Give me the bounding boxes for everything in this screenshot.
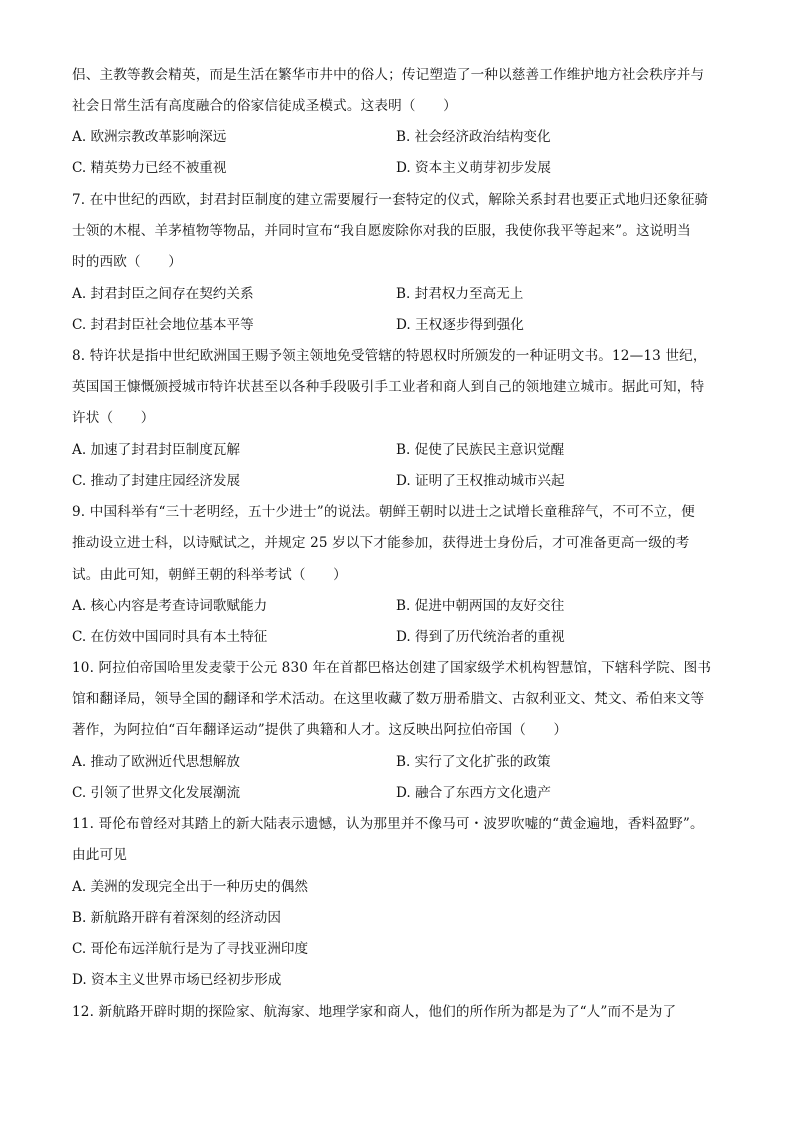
question-12-stem-line: 12. 新航路开辟时期的探险家、航海家、地理学家和商人，他们的所作所为都是为了“人”而不是为了 xyxy=(72,1004,677,1020)
question-9-stem-line: 推动设立进士科，以诗赋试之，并规定 25 岁以下才能参加，获得进士身份后，才可准备更高一级的考 xyxy=(72,535,690,551)
question-6-stem-line: 社会日常生活有高度融合的俗家信徒成圣模式。这表明（ ） xyxy=(72,98,457,114)
option-a: A. 推动了欧洲近代思想解放 xyxy=(72,754,240,770)
option-b: B. 社会经济政治结构变化 xyxy=(396,129,551,145)
option-d: D. 资本主义世界市场已经初步形成 xyxy=(72,972,282,988)
option-d: D. 资本主义萌芽初步发展 xyxy=(396,160,551,176)
question-8-stem-line: 8. 特许状是指中世纪欧洲国王赐予领主领地免受管辖的特恩权时所颁发的一种证明文书。12—13 世纪， xyxy=(72,348,707,364)
question-7-stem-line: 士领的木棍、羊茅植物等物品，并同时宣布“我自愿废除你对我的臣服，我使你我平等起来”。这说明当 xyxy=(72,223,691,239)
option-d: D. 证明了王权推动城市兴起 xyxy=(396,473,565,489)
option-a: A. 核心内容是考查诗词歌赋能力 xyxy=(72,598,268,614)
option-d: D. 得到了历代统治者的重视 xyxy=(396,629,565,645)
option-c: C. 在仿效中国同时具有本土特征 xyxy=(72,629,268,645)
question-7-stem-line: 7. 在中世纪的西欧，封君封臣制度的建立需要履行一套特定的仪式，解除关系封君也要正式地归还象征骑 xyxy=(72,192,709,208)
option-b: B. 封君权力至高无上 xyxy=(396,286,524,302)
option-a: A. 加速了封君封臣制度瓦解 xyxy=(72,442,240,458)
option-b: B. 实行了文化扩张的政策 xyxy=(396,754,551,770)
option-d: D. 融合了东西方文化遗产 xyxy=(396,785,551,801)
option-c: C. 推动了封建庄园经济发展 xyxy=(72,473,241,489)
question-8-stem-line: 许状（ ） xyxy=(72,410,155,426)
question-9-stem-line: 9. 中国科举有“三十老明经，五十少进士”的说法。朝鲜王朝时以进士之试增长童稚辞气，不可不立，便 xyxy=(72,504,695,520)
option-c: C. 引领了世界文化发展潮流 xyxy=(72,785,241,801)
question-9-stem-line: 试。由此可知，朝鲜王朝的科举考试（ ） xyxy=(72,567,347,583)
question-10-stem-line: 著作，为阿拉伯“百年翻译运动”提供了典籍和人才。这反映出阿拉伯帝国（ ） xyxy=(72,722,568,738)
question-8-stem-line: 英国国王慷慨颁授城市特许状甚至以各种手段吸引手工业者和商人到自己的领地建立城市。据此可知，特 xyxy=(72,379,705,395)
question-11-stem-line: 由此可见 xyxy=(72,847,127,863)
option-c: C. 封君封臣社会地位基本平等 xyxy=(72,317,254,333)
option-c: C. 精英势力已经不被重视 xyxy=(72,160,227,176)
option-b: B. 促进中朝两国的友好交往 xyxy=(396,598,565,614)
question-7-stem-line: 时的西欧（ ） xyxy=(72,254,182,270)
option-d: D. 王权逐步得到强化 xyxy=(396,317,524,333)
option-a: A. 封君封臣之间存在契约关系 xyxy=(72,286,254,302)
question-10-stem-line: 10. 阿拉伯帝国哈里发麦蒙于公元 830 年在首都巴格达创建了国家级学术机构智慧馆，下辖科学院、图书 xyxy=(72,660,712,676)
option-a: A. 美洲的发现完全出于一种历史的偶然 xyxy=(72,879,308,895)
option-b: B. 新航路开辟有着深刻的经济动因 xyxy=(72,910,281,926)
question-6-stem-line: 侣、主教等教会精英，而是生活在繁华市井中的俗人；传记塑造了一种以慈善工作维护地方社会秩序并与 xyxy=(72,67,705,83)
question-11-stem-line: 11. 哥伦布曾经对其踏上的新大陆表示遗憾，认为那里并不像马可・波罗吹嘘的“黄金遍地，香料盈野”。 xyxy=(72,816,704,832)
option-a: A. 欧洲宗教改革影响深远 xyxy=(72,129,227,145)
option-b: B. 促使了民族民主意识觉醒 xyxy=(396,442,565,458)
question-10-stem-line: 馆和翻译局，领导全国的翻译和学术活动。在这里收藏了数万册希腊文、古叙利亚文、梵文、希伯来文等 xyxy=(72,691,705,707)
option-c: C. 哥伦布远洋航行是为了寻找亚洲印度 xyxy=(72,941,309,957)
